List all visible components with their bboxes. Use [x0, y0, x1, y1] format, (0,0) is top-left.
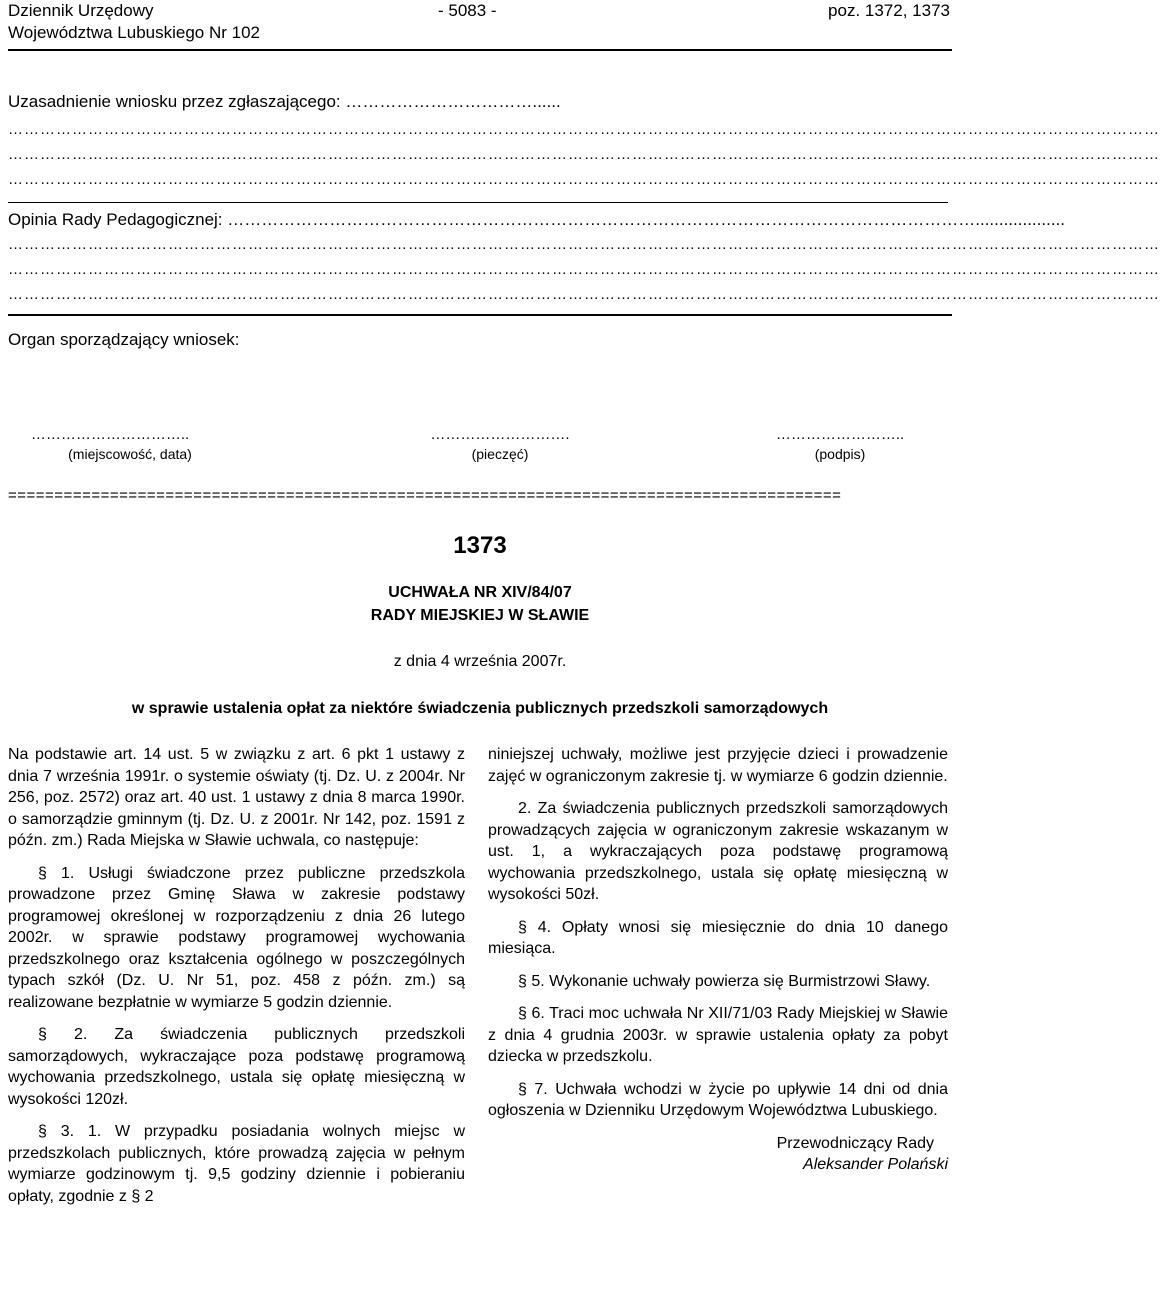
signatory-block: [488, 1133, 948, 1176]
position-numbers: poz. 1372, 1373: [828, 1, 950, 20]
sign-dots: ……………………..: [775, 426, 905, 443]
organ-label: Organ sporządzający wniosek:: [8, 330, 240, 349]
stamp-dots: ……………………….: [430, 426, 570, 443]
resolution-title-line2: RADY MIEJSKIEJ W SŁAWIE: [370, 607, 590, 624]
header-rule: [8, 49, 952, 51]
paragraph-7: § 7. Uchwała wchodzi w życie po upływie 14 dni od dnia ogłoszenia w Dzienniku Urzędowym Województwa Lubuskiego.: [488, 1080, 948, 1119]
resolution-date: z dnia 4 września 2007r.: [393, 653, 567, 670]
paragraph-1: § 1. Usługi świadczone przez publiczne przedszkola prowadzone przez Gminę Sława w zakresie podstawy programowej określonej w rozporządzeniu z dnia 26 lutego 2002r. w sprawie podstawy programowej wychowania przedszkolnego oraz kształcenia ogólnego w poszczególnych typach szkół (Dz. U. Nr 51, poz. 458 z późn. zm.) są realizowane bezpłatnie w wymiarze 5 godzin dziennie.: [8, 864, 465, 1011]
separator-line: ==========================================================================================: [8, 487, 842, 504]
resolution-number: 1373: [453, 532, 507, 559]
signatory-role: Przewodniczący Rady: [776, 1134, 934, 1152]
page-number: - 5083 -: [438, 1, 497, 20]
paragraph-4: § 4. Opłaty wnosi się miesięcznie do dnia 10 danego miesiąca.: [488, 918, 948, 957]
journal-title-line2: Województwa Lubuskiego Nr 102: [8, 23, 260, 42]
dotted-line: ………………………………………………………………………………………………………………………………………………………………………………………………: [8, 171, 1160, 188]
signatory-name: Aleksander Polański: [803, 1156, 948, 1173]
paragraph-3: § 3. 1. W przypadku posiadania wolnych miejsc w przedszkolach publicznych, które prowadzą zajęcia w pełnym wymiarze godzinowym tj. 9,5 godziny dziennie i pobieraniu opłaty, zgodnie z § 2: [8, 1123, 465, 1205]
legal-basis-paragraph: Na podstawie art. 14 ust. 5 w związku z art. 6 pkt 1 ustawy z dnia 7 września 1991r. o systemie oświaty (tj. Dz. U. z 2004r. Nr 256, poz. 2572) oraz art. 40 ust. 1 ustawy z dnia 8 marca 1990r. o samorządzie gminnym (tj. Dz. U. z 2001r. Nr 142, poz. 1591 z późn. zm.) Rada Miejska w Sławie uchwala, co następuje:: [8, 746, 465, 849]
underline-rule: [8, 202, 948, 203]
dotted-line: ………………………………………………………………………………………………………………………………………………………………………………………………: [8, 261, 1160, 278]
resolution-subject: w sprawie ustalenia opłat za niektóre świadczenia publicznych przedszkoli samorządowych: [131, 700, 829, 717]
dotted-line: ………………………………………………………………………………………………………………………………………………………………………………………………: [8, 236, 1160, 253]
paragraph-3-point-2: 2. Za świadczenia publicznych przedszkoli samorządowych prowadzących zajęcia w ograniczonym zakresie wskazanym w ust. 1, a wykraczających poza podstawę programową wychowania przedszkolnego, ustala się opłatę miesięczną w wysokości 50zł.: [488, 800, 948, 903]
right-column: [488, 744, 948, 1176]
dotted-line: ………………………………………………………………………………………………………………………………………………………………………………………………: [8, 146, 1160, 163]
dotted-line: ………………………………………………………………………………………………………………………………………………………………………………………………: [8, 121, 1160, 138]
opinion-label: Opinia Rady Pedagogicznej: ……………………………………………………………………………………………………………………...................: [8, 210, 1065, 229]
paragraph-5: § 5. Wykonanie uchwały powierza się Burmistrzowi Sławy.: [518, 972, 931, 990]
paragraph-3-continued: niniejszej uchwały, możliwe jest przyjęcie dzieci i prowadzenie zajęć w ograniczonym zakresie tj. w wymiarze 6 godzin dziennie.: [488, 746, 948, 785]
sign-caption: (podpis): [814, 446, 866, 462]
journal-title: [8, 0, 260, 44]
place-date-caption: (miejscowość, data): [68, 446, 192, 462]
left-column: [8, 744, 465, 1218]
paragraph-6: § 6. Traci moc uchwała Nr XII/71/03 Rady Miejskiej w Sławie z dnia 4 grudnia 2003r. w sprawie ustalenia opłaty za pobyt dziecka w przedszkolu.: [488, 1005, 948, 1065]
stamp-caption: (pieczęć): [471, 446, 529, 462]
section-rule: [8, 314, 952, 316]
journal-title-line1: Dziennik Urzędowy: [8, 1, 154, 20]
resolution-title-line1: UCHWAŁA NR XIV/84/07: [388, 584, 572, 601]
justification-label: Uzasadnienie wniosku przez zgłaszającego: ……………………………......: [8, 92, 561, 111]
paragraph-2: § 2. Za świadczenia publicznych przedszkoli samorządowych, wykraczające poza podstawę programową wychowania przedszkolnego, ustala się opłatę miesięczną w wysokości 120zł.: [8, 1026, 465, 1108]
place-date-dots: …………………………..: [30, 426, 190, 443]
dotted-line: ………………………………………………………………………………………………………………………………………………………………………………………………: [8, 286, 1160, 303]
